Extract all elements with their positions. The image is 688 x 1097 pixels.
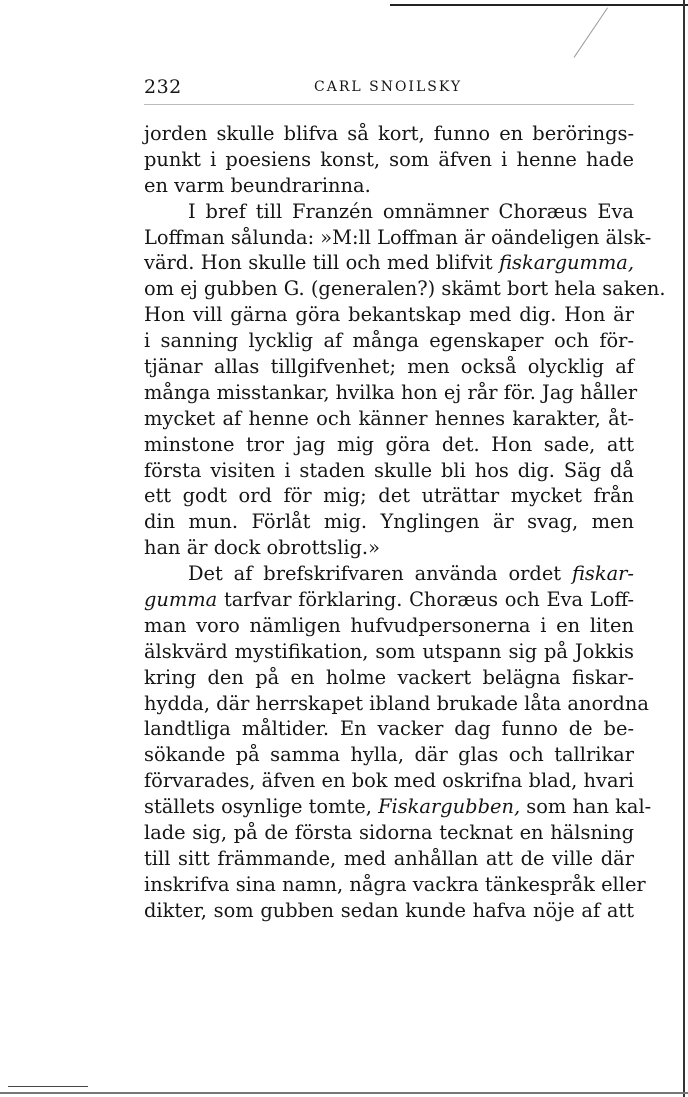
- text-line: punkt i poesiens konst, som äfven i henne hade: [144, 147, 634, 171]
- text-line: jorden skulle blifva så kort, funno en berörings-: [144, 122, 634, 145]
- scan-artifact-bottom-left-line: [8, 1086, 88, 1087]
- italic-word: fiskar-: [571, 562, 634, 586]
- italic-word: fiskargumma,: [499, 251, 634, 275]
- text-line: han är dock obrottslig.»: [144, 536, 380, 560]
- text-line: första visiten i staden skulle bli hos dig. Säg då: [144, 458, 634, 482]
- text-line: tjänar allas tillgifvenhet; men också olycklig af: [144, 355, 634, 379]
- body-text: [144, 121, 666, 924]
- text-line: förvarades, äfven en bok med oskrifna blad, hvari: [144, 769, 634, 793]
- running-head: CARL SNOILSKY: [314, 79, 463, 95]
- text-line: hydda, där herrskapet ibland brukade låta anordna: [144, 691, 649, 715]
- text-line: gumma tarfvar förklaring. Choræus och Eva Loff-: [144, 588, 634, 612]
- text-line: I bref till Franzén omnämner Choræus Eva: [188, 199, 634, 223]
- header-rule: [144, 104, 634, 105]
- text-line: om ej gubben G. (generalen?) skämt bort hela saken.: [144, 277, 666, 301]
- scan-artifact-top-line: [390, 4, 688, 6]
- scan-artifact-diagonal-line: [574, 7, 608, 57]
- text-line: Det af brefskrifvaren använda ordet fiskar-: [188, 562, 634, 586]
- text-line: landtliga måltider. En vacker dag funno de be-: [144, 717, 634, 741]
- text-line: en varm beundrarinna.: [144, 173, 371, 197]
- text-line: kring den på en holme vackert belägna fiskar-: [144, 665, 634, 689]
- text-line: älskvärd mystifikation, som utspann sig på Jokkis: [144, 639, 634, 663]
- text-line: minstone tror jag mig göra det. Hon sade, att: [144, 432, 634, 456]
- text-line: Loffman sålunda: »M:ll Loffman är oändeligen älsk-: [144, 225, 652, 249]
- text-line: till sitt främmande, med anhållan att de ville där: [144, 846, 634, 870]
- text-line: sökande på samma hylla, där glas och tallrikar: [144, 743, 634, 767]
- text-line: ställets osynlige tomte, Fiskargubben, som han kal-: [144, 795, 652, 819]
- text-line: Hon vill gärna göra bekantskap med dig. Hon är: [144, 303, 634, 327]
- italic-word: gumma: [144, 588, 218, 612]
- text-line: dikter, som gubben sedan kunde hafva nöje af att: [144, 898, 634, 922]
- scan-artifact-right-edge: [683, 0, 685, 1097]
- text-line: man voro nämligen hufvudpersonerna i en liten: [144, 613, 634, 637]
- text-line: mycket af henne och känner hennes karakter, åt-: [144, 406, 634, 430]
- text-line: inskrifva sina namn, några vackra tänkespråk eller: [144, 872, 646, 896]
- text-line: lade sig, på de första sidorna tecknat en hälsning: [144, 821, 634, 845]
- italic-word: Fiskargubben,: [378, 795, 521, 819]
- page-header: [144, 76, 634, 102]
- page-number: 232: [144, 76, 182, 98]
- text-line: i sanning lycklig af många egenskaper och för-: [144, 329, 634, 353]
- text-line: din mun. Förlåt mig. Ynglingen är svag, men: [144, 510, 634, 534]
- scan-artifact-bottom-edge: [0, 1092, 688, 1094]
- text-line: ett godt ord för mig; det uträttar mycket från: [144, 484, 634, 508]
- text-line: värd. Hon skulle till och med blifvit fiskargumma,: [144, 251, 634, 275]
- text-line: många misstankar, hvilka hon ej rår för. Jag håller: [144, 380, 638, 404]
